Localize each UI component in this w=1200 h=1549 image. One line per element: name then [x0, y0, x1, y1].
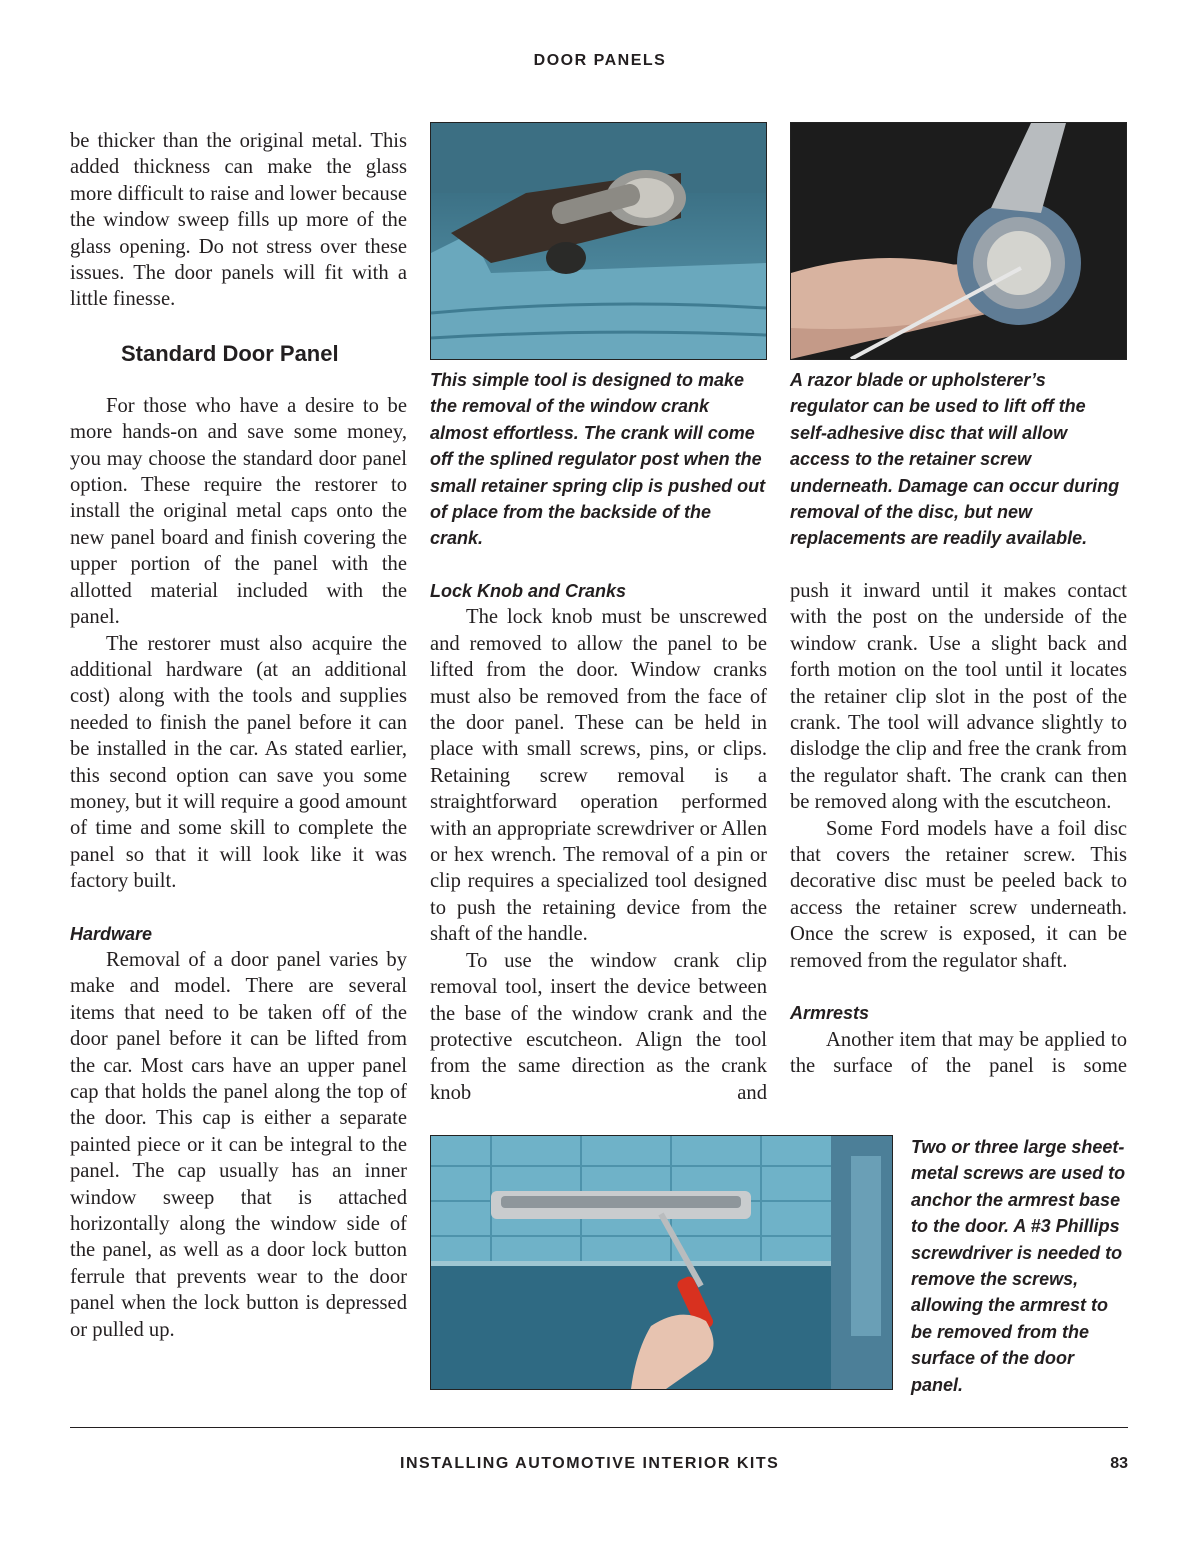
right-column	[790, 578, 1127, 1079]
crank-removal-paragraph: push it inward until it makes contact with the post on the underside of the window crank. Use a slight back and forth motion on the tool until it locates the retainer clip slot in the post of the crank. The tool will advance slightly to dislodge the clip and free the crank from the regulator shaft. The crank can then be removed along with the escutcheon.	[790, 580, 1127, 814]
lock-knob-paragraph-2: To use the window crank clip removal tool, insert the device between the base of the window crank and the protective escutcheon. Align the tool from the same direction as the crank knob and	[430, 949, 767, 1104]
page-number: 83	[1110, 1455, 1128, 1472]
photo-armrest-removal	[430, 1135, 893, 1390]
foil-disc-paragraph: Some Ford models have a foil disc that covers the retainer screw. This decorative disc must be peeled back to access the retainer screw underneath. Once the screw is exposed, it can be removed from the regulator shaft.	[790, 817, 1127, 972]
hardware-paragraph: Removal of a door panel varies by make and model. There are several items that need to be taken off of the door panel before it can be lifted from the car. Most cars have an upper panel cap that holds the panel along the top of the door. This cap is either a separate painted piece or it can be integral to the panel. The cap usually has an inner window sweep that is attached horizontally along the window side of the panel, as well as a door lock button ferrule that prevents wear to the door panel when the lock button is depressed or pulled up.	[70, 948, 407, 1341]
caption-armrest-removal: Two or three large sheet-metal screws are used to anchor the armrest base to the door. A #3 Phillips screwdriver is needed to remove the screws, allowing the armrest to be removed from the surface of the door panel.	[911, 1137, 1126, 1395]
photo-window-crank-tool	[430, 122, 767, 360]
section-heading-standard-door-panel: Standard Door Panel	[121, 340, 339, 366]
standard-panel-paragraph-2: The restorer must also acquire the additional hardware (at an additional cost) along with the tools and supplies needed to finish the panel before it can be installed in the car. As stated earlier, this second option can save you some money, but it will require a good amount of time and some skill to complete the panel so that it will look like it was factory built.	[70, 632, 407, 893]
footer-rule	[70, 1427, 1128, 1428]
subheading-armrests: Armrests	[790, 1003, 870, 1024]
armrests-paragraph: Another item that may be applied to the surface of the panel is some	[790, 1028, 1127, 1077]
middle-column	[430, 578, 767, 1106]
running-header: DOOR PANELS	[533, 52, 667, 69]
footer-book-title: INSTALLING AUTOMOTIVE INTERIOR KITS	[400, 1455, 780, 1472]
left-column	[70, 128, 407, 1343]
caption-razor-blade-disc: A razor blade or upholsterer’s regulator can be used to lift off the self-adhesive disc that will allow access to the retainer screw underneath. Damage can occur during removal of the disc, but new replacements are readily available.	[790, 370, 1120, 549]
subheading-lock-knob-cranks: Lock Knob and Cranks	[430, 581, 627, 601]
caption-window-crank-tool: This simple tool is designed to make the removal of the window crank almost effortless. The crank will come off the splined regulator post when the small retainer spring clip is pushed out of place from the backside of the crank.	[430, 370, 766, 549]
photo-razor-blade-disc	[790, 122, 1127, 360]
lock-knob-paragraph-1: The lock knob must be unscrewed and removed to allow the panel to be lifted from the door. Window cranks must also be removed from the face of the door panel. These can be held in place with small screws, pins, or clips. Retaining screw removal is a straightforward operation performed with an appropriate screwdriver or Allen or hex wrench. The removal of a pin or clip requires a specialized tool designed to push the retaining device from the shaft of the handle.	[430, 606, 767, 946]
standard-panel-paragraph-1: For those who have a desire to be more hands-on and save some money, you may choose the standard door panel option. These require the restorer to install the original metal caps onto the new panel board and finish covering the upper portion of the panel with the allotted material included with the panel.	[70, 394, 407, 629]
subheading-hardware: Hardware	[70, 923, 153, 944]
intro-paragraph: be thicker than the original metal. This added thickness can make the glass more difficult to raise and lower because the window sweep fills up more of the glass opening. Do not stress over these issues. The door panels will fit with a little finesse.	[70, 130, 407, 311]
